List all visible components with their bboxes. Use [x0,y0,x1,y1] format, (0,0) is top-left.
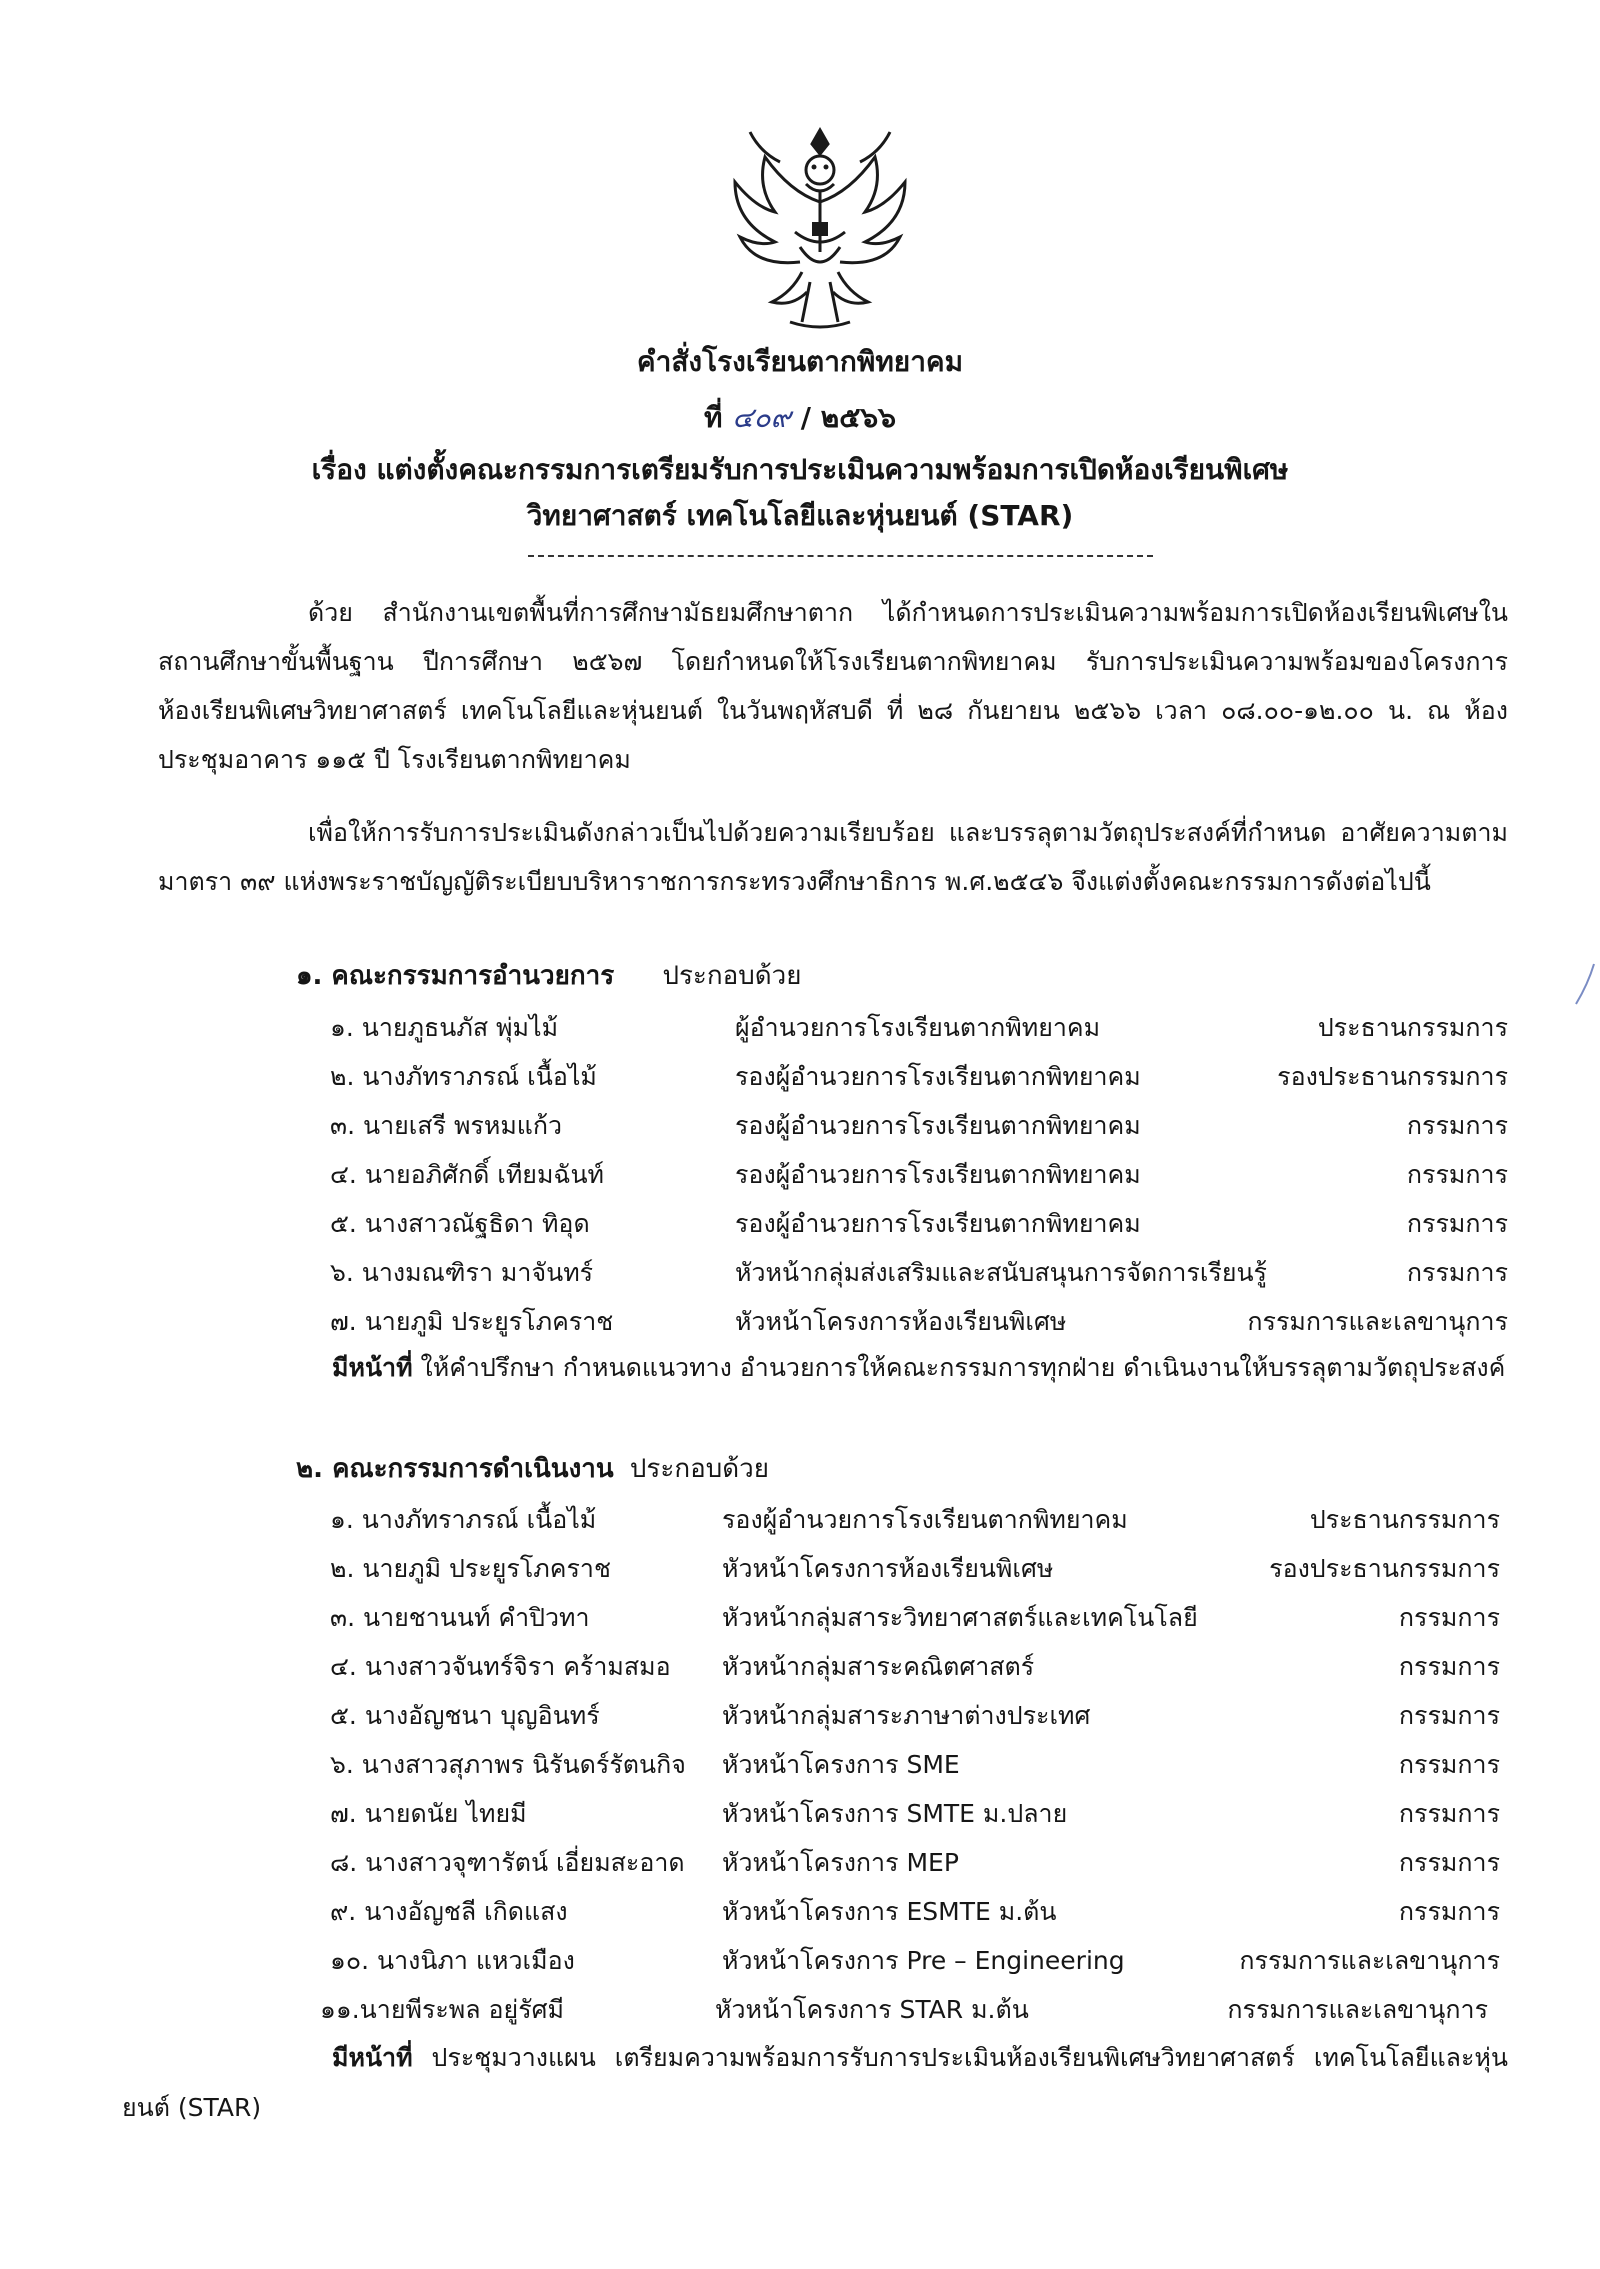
member-role: ประธานกรรมการ [1317,1013,1508,1042]
member-name: ๗. นายภูมิ ประยูรโภคราช [330,1307,614,1336]
member-position: หัวหน้าโครงการ SMTE ม.ปลาย [722,1799,1068,1828]
duty-label: มีหน้าที่ [332,2043,413,2072]
member-role: กรรมการและเลขานุการ [1239,1946,1500,1975]
member-role: กรรมการ [1398,1750,1500,1779]
member-position: รองผู้อำนวยการโรงเรียนตากพิทยาคม [722,1505,1128,1534]
member-position: หัวหน้าโครงการ ESMTE ม.ต้น [722,1897,1057,1926]
member-position: หัวหน้าโครงการ Pre – Engineering [722,1946,1125,1975]
member-role: กรรมการและเลขานุการ [1227,1995,1488,2024]
member-position: หัวหน้าโครงการ SME [722,1750,960,1779]
member-role: กรรมการ [1398,1897,1500,1926]
member-row [0,1500,1600,1540]
member-name: ๑๐. นางนิภา แหวเมือง [330,1946,575,1975]
member-name: ๔. นายอภิศักดิ์ เทียมฉันท์ [330,1160,605,1189]
member-name: ๓. นายชานนท์ คำปิวทา [330,1603,590,1632]
member-role: กรรมการ [1398,1701,1500,1730]
order-year: / ๒๕๖๖ [800,401,896,434]
committee-2-heading [296,1448,769,1489]
member-row [0,1892,1600,1932]
member-role: กรรมการและเลขานุการ [1247,1307,1508,1336]
member-row [0,1204,1600,1244]
member-position: หัวหน้ากลุ่มส่งเสริมและสนับสนุนการจัดการเรียนรู้ [735,1258,1267,1287]
member-row [0,1647,1600,1687]
order-prefix: ที่ [704,401,723,434]
member-row [0,1990,1600,2030]
subject-line-1: เรื่อง แต่งตั้งคณะกรรมการเตรียมรับการประเมินความพร้อมการเปิดห้องเรียนพิเศษ [311,453,1289,486]
order-number-line [0,396,1600,440]
order-number-handwritten: ๔๐๙ [732,401,792,434]
separator-line [528,555,1153,557]
member-name: ๑. นายภูธนภัส พุ่มไม้ [330,1013,559,1042]
member-row [0,1843,1600,1883]
member-position: หัวหน้าโครงการห้องเรียนพิเศษ [722,1554,1054,1583]
purpose-paragraph: เพื่อให้การรับการประเมินดังกล่าวเป็นไปด้วยความเรียบร้อย และบรรลุตามวัตถุประสงค์ที่กำหนด อาศัยความตามมาตรา ๓๙ แห่งพระราชบัญญัติระเบียบบริหาราชการกระทรวงศึกษาธิการ พ.ศ.๒๕๔๖ จึงแต่งตั้งคณะกรรมการดังต่อไปนี้ [158,818,1508,896]
member-role: กรรมการ [1406,1111,1508,1140]
member-position: รองผู้อำนวยการโรงเรียนตากพิทยาคม [735,1111,1141,1140]
member-position: หัวหน้ากลุ่มสาระคณิตศาสตร์ [722,1652,1035,1681]
member-row [0,1253,1600,1293]
intro-paragraph: ด้วย สำนักงานเขตพื้นที่การศึกษามัธยมศึกษาตาก ได้กำหนดการประเมินความพร้อมการเปิดห้องเรียนพิเศษในสถานศึกษาขั้นพื้นฐาน ปีการศึกษา ๒๕๖๗ โดยกำหนดให้โรงเรียนตากพิทยาคม รับการประเมินความพร้อมของโครงการห้องเรียนพิเศษวิทยาศาสตร์ เทคโนโลยีและหุ่นยนต์ ในวันพฤหัสบดี ที่ ๒๘ กันยายน ๒๕๖๖ เวลา ๐๘.๐๐-๑๒.๐๐ น. ณ ห้องประชุมอาคาร ๑๑๕ ปี โรงเรียนตากพิทยาคม [158,598,1508,774]
member-name: ๔. นางสาวจันทร์จิรา คร้ามสมอ [330,1652,671,1681]
member-row [0,1598,1600,1638]
member-row [0,1941,1600,1981]
member-role: กรรมการ [1398,1652,1500,1681]
member-name: ๘. นางสาวจุฑารัตน์ เอี่ยมสะอาด [330,1848,685,1877]
member-name: ๑๑.นายพีระพล อยู่รัศมี [320,1995,564,2024]
committee-1-composed: ประกอบด้วย [662,961,802,991]
committee-1-title: ๑. คณะกรรมการอำนวยการ [296,961,615,991]
subject-line-2: วิทยาศาสตร์ เทคโนโลยีและหุ่นยนต์ (STAR) [526,499,1074,532]
garuda-emblem-icon [720,122,920,337]
member-row [0,1302,1600,1342]
member-name: ๒. นายภูมิ ประยูรโภคราช [330,1554,611,1583]
member-position: หัวหน้ากลุ่มสาระภาษาต่างประเทศ [722,1701,1091,1730]
member-role: ประธานกรรมการ [1309,1505,1500,1534]
member-role: กรรมการ [1406,1209,1508,1238]
member-role: กรรมการ [1406,1160,1508,1189]
member-name: ๕. นางอัญชนา บุญอินทร์ [330,1701,600,1730]
member-name: ๓. นายเสรี พรหมแก้ว [330,1111,563,1140]
member-row [0,1794,1600,1834]
member-name: ๖. นางมณฑิรา มาจันทร์ [330,1258,594,1287]
member-position: รองผู้อำนวยการโรงเรียนตากพิทยาคม [735,1160,1141,1189]
committee-1-duty [122,1343,1508,1393]
member-role: กรรมการ [1398,1848,1500,1877]
member-position: หัวหน้าโครงการห้องเรียนพิเศษ [735,1307,1067,1336]
member-role: รองประธานกรรมการ [1277,1062,1508,1091]
member-row [0,1696,1600,1736]
committee-2-composed: ประกอบด้วย [629,1454,769,1484]
duty-label: มีหน้าที่ [332,1353,413,1382]
member-name: ๒. นางภัทราภรณ์ เนื้อไม้ [330,1062,597,1091]
order-title: คำสั่งโรงเรียนตากพิทยาคม [636,345,964,378]
member-position: รองผู้อำนวยการโรงเรียนตากพิทยาคม [735,1209,1141,1238]
member-row [0,1549,1600,1589]
member-role: กรรมการ [1398,1799,1500,1828]
member-row [0,1155,1600,1195]
member-position: ผู้อำนวยการโรงเรียนตากพิทยาคม [735,1013,1101,1042]
committee-2-duty [122,2033,1508,2133]
margin-pen-mark-icon [1572,960,1596,1020]
member-position: หัวหน้าโครงการ MEP [722,1848,959,1877]
member-name: ๙. นางอัญชลี เกิดแสง [330,1897,568,1926]
member-name: ๕. นางสาวณัฐธิดา ทิอุด [330,1209,590,1238]
member-role: กรรมการ [1406,1258,1508,1287]
member-role: กรรมการ [1398,1603,1500,1632]
member-row [0,1057,1600,1097]
member-position: รองผู้อำนวยการโรงเรียนตากพิทยาคม [735,1062,1141,1091]
duty-text: ประชุมวางแผน เตรียมความพร้อมการรับการประเมินห้องเรียนพิเศษวิทยาศาสตร์ เทคโนโลยีและหุ่นยนต์ (STAR) [122,2043,1508,2122]
committee-2-title: ๒. คณะกรรมการดำเนินงาน [296,1454,614,1484]
member-row [0,1106,1600,1146]
member-name: ๗. นายดนัย ไทยมี [330,1799,527,1828]
member-row [0,1745,1600,1785]
member-name: ๖. นางสาวสุภาพร นิรันดร์รัตนกิจ [330,1750,686,1779]
duty-text: ให้คำปรึกษา กำหนดแนวทาง อำนวยการให้คณะกรรมการทุกฝ่าย ดำเนินงานให้บรรลุตามวัตถุประสงค์ [412,1353,1506,1382]
member-name: ๑. นางภัทราภรณ์ เนื้อไม้ [330,1505,597,1534]
member-row [0,1008,1600,1048]
member-position: หัวหน้ากลุ่มสาระวิทยาศาสตร์และเทคโนโลยี [722,1603,1198,1632]
committee-1-heading [296,955,801,996]
member-position: หัวหน้าโครงการ STAR ม.ต้น [715,1995,1029,2024]
member-role: รองประธานกรรมการ [1269,1554,1500,1583]
